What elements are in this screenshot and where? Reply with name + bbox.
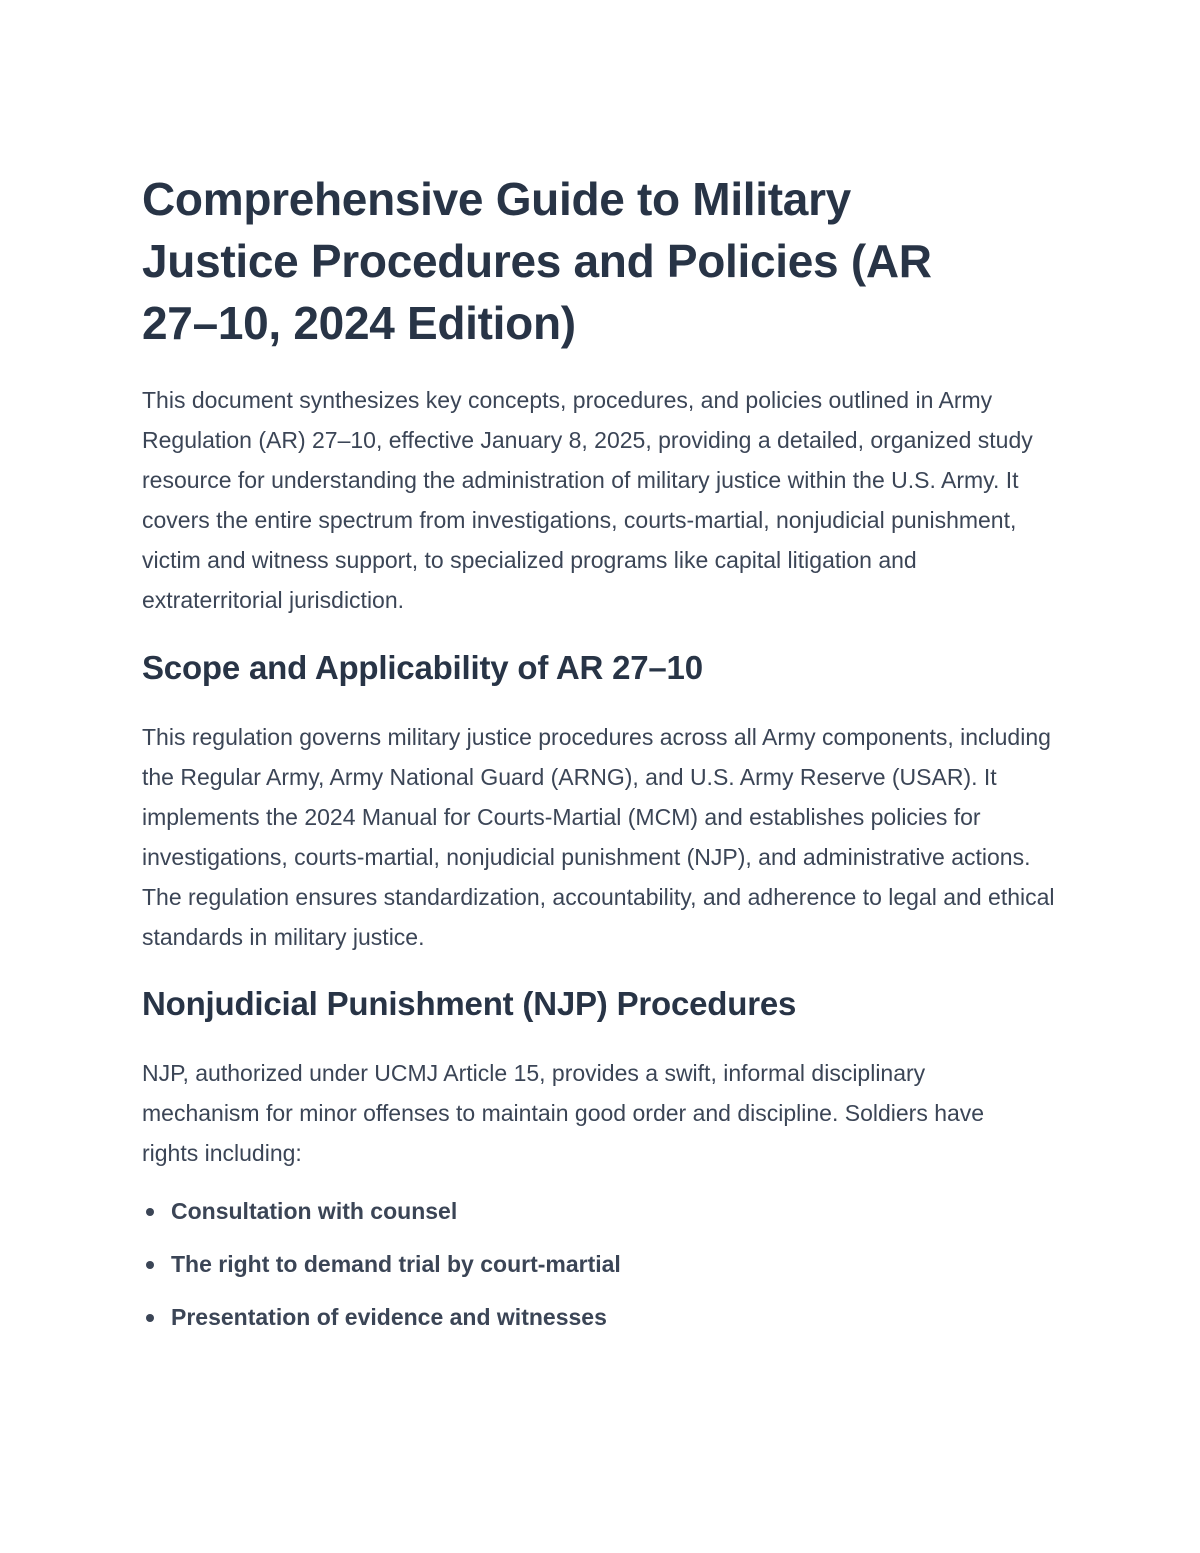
list-item bbox=[142, 1185, 1062, 1238]
njp-rights-list bbox=[142, 1185, 1062, 1344]
intro-paragraph: This document synthesizes key concepts, procedures, and policies outlined in Army Regulation (AR) 27–10, effective January 8, 2025, providing a detailed, organized study resource for understanding the administration of military justice within the U.S. Army. It covers the entire spectrum from investigations, courts-martial, nonjudicial punishment, victim and witness support, to specialized programs like capital litigation and extraterritorial jurisdiction. bbox=[142, 387, 1033, 613]
document-title: Comprehensive Guide to Military Justice Procedures and Policies (AR 27–10, 2024 Edition) bbox=[142, 173, 932, 349]
list-item-text: Presentation of evidence and witnesses bbox=[171, 1304, 607, 1330]
section-heading-njp: Nonjudicial Punishment (NJP) Procedures bbox=[142, 985, 797, 1022]
bullet-icon bbox=[146, 1314, 154, 1322]
bullet-icon bbox=[146, 1208, 154, 1216]
list-item-text: Consultation with counsel bbox=[171, 1198, 458, 1224]
list-item-text: The right to demand trial by court-martial bbox=[171, 1251, 621, 1277]
section-body-njp: NJP, authorized under UCMJ Article 15, provides a swift, informal disciplinary mechanism for minor offenses to maintain good order and discipline. Soldiers have rights including: bbox=[142, 1060, 985, 1166]
section-body-scope: This regulation governs military justice procedures across all Army components, including the Regular Army, Army National Guard (ARNG), and U.S. Army Reserve (USAR). It implements the 2024 Manual for Courts-Martial (MCM) and establishes policies for investigations, courts-martial, nonjudicial punishment (NJP), and administrative actions. The regulation ensures standardization, accountability, and adherence to legal and ethical standards in military justice. bbox=[142, 724, 1055, 950]
document-page bbox=[142, 168, 1062, 1344]
list-item bbox=[142, 1238, 1062, 1291]
section-heading-scope: Scope and Applicability of AR 27–10 bbox=[142, 649, 703, 686]
bullet-icon bbox=[146, 1261, 154, 1269]
list-item bbox=[142, 1291, 1062, 1344]
